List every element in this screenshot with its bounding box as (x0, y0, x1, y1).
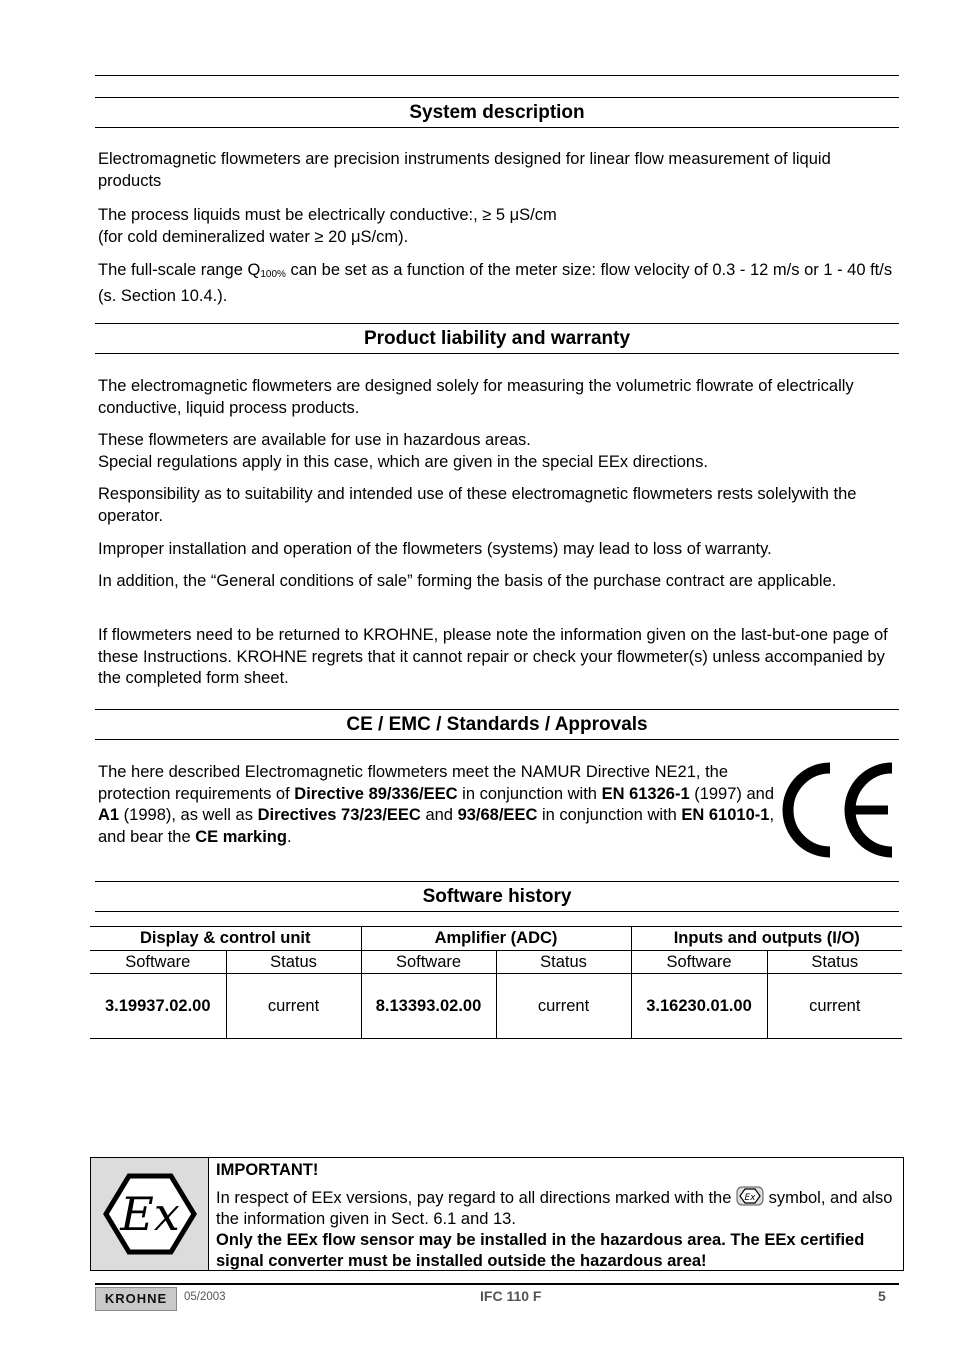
paragraph: If flowmeters need to be returned to KROHNE, please note the information given on the last-but-one page of these Instructions. KROHNE regrets that it cannot repair or check your flowmeter(s) unless accompanied by the completed form sheet. (98, 626, 888, 687)
paragraph-ce: The here described Electromagnetic flowmeters meet the NAMUR Directive NE21, the protection requirements of Directive 89/336/EEC in conjunction with EN 61326-1 (1997) and A1 (1998), as well as Directives 73/23/EEC and 93/68/EEC in conjunction with EN 61010-1, and bear the CE marking. (98, 763, 775, 846)
page-number: 5 (878, 1288, 886, 1304)
important-notice (90, 1157, 904, 1271)
footer-date: 05/2003 (184, 1291, 226, 1303)
table-subheader-row (90, 951, 902, 974)
ex-icon-cell (91, 1158, 209, 1270)
column-header: Software (361, 951, 496, 974)
paragraph: Electromagnetic flowmeters are precision instruments designed for linear flow measurement of liquid products (98, 150, 831, 190)
footer-rule (95, 1283, 899, 1285)
paragraph: The process liquids must be electrically conductive:, ≥ 5 μS/cm (for cold demineralized water ≥ 20 μS/cm). (98, 206, 557, 246)
section-rule (95, 709, 899, 710)
ex-inline-icon (736, 1186, 764, 1206)
top-rule (95, 75, 899, 76)
column-group-header: Amplifier (ADC) (361, 927, 631, 951)
svg-text:Ex: Ex (120, 1187, 180, 1241)
table-header-row (90, 927, 902, 951)
column-header: Status (496, 951, 631, 974)
section-title-software-history: Software history (422, 886, 572, 907)
section-title-system-description: System description (409, 102, 585, 123)
section-rule (95, 323, 899, 324)
section-title-ce-emc: CE / EMC / Standards / Approvals (346, 714, 648, 735)
paragraph: Improper installation and operation of the flowmeters (systems) may lead to loss of warranty. (98, 540, 772, 558)
table-cell: 3.16230.01.00 (631, 974, 767, 1039)
paragraph: Responsibility as to suitability and intended use of these electromagnetic flowmeters rests solelywith the operator. (98, 485, 857, 525)
paragraph: These flowmeters are available for use in hazardous areas. Special regulations apply in this case, which are given in the special EEx directions. (98, 431, 708, 471)
section-title-product-liability: Product liability and warranty (363, 328, 631, 349)
software-history-table (90, 926, 902, 1039)
table-cell: current (496, 974, 631, 1039)
footer-product: IFC 110 F (480, 1288, 542, 1304)
column-header: Software (90, 951, 226, 974)
paragraph: The electromagnetic flowmeters are designed solely for measuring the volumetric flowrate of electrically conductive, liquid process products. (98, 377, 854, 417)
paragraph: In addition, the “General conditions of sale” forming the basis of the purchase contract are applicable. (98, 572, 837, 590)
ex-hazard-icon (91, 1158, 208, 1270)
paragraph: The full-scale range $Q_{100\%}$ can be set as a function of the meter size: flow velocity of 0.3 - 12 m/s or 1 - 40 ft/s (s. Section 10.4.). (98, 261, 893, 305)
section-rule (95, 881, 899, 882)
column-header: Status (767, 951, 902, 974)
table-cell: 3.19937.02.00 (90, 974, 226, 1039)
important-bold-text: Only the EEx flow sensor may be installed in the hazardous area. The EEx certified signal converter must be installed outside the hazardous area! (216, 1231, 865, 1270)
table-cell: current (767, 974, 902, 1039)
table-cell: 8.13393.02.00 (361, 974, 496, 1039)
section-rule (95, 911, 899, 912)
section-rule (95, 127, 899, 128)
column-header: Status (226, 951, 361, 974)
krohne-logo: KROHNE (95, 1287, 177, 1311)
table-cell: current (226, 974, 361, 1039)
table-row (90, 974, 902, 1039)
important-text: In respect of EEx versions, pay regard to all directions marked with the Ex symbol, and also the information given in Sect. 6.1 and 13. (216, 1186, 896, 1230)
section-rule (95, 353, 899, 354)
section-rule (95, 97, 899, 98)
important-heading: IMPORTANT! (216, 1161, 319, 1179)
ce-mark-icon (782, 760, 898, 860)
column-header: Software (631, 951, 767, 974)
section-rule (95, 739, 899, 740)
column-group-header: Display & control unit (90, 927, 361, 951)
column-group-header: Inputs and outputs (I/O) (631, 927, 902, 951)
svg-text:Ex: Ex (744, 1193, 756, 1203)
